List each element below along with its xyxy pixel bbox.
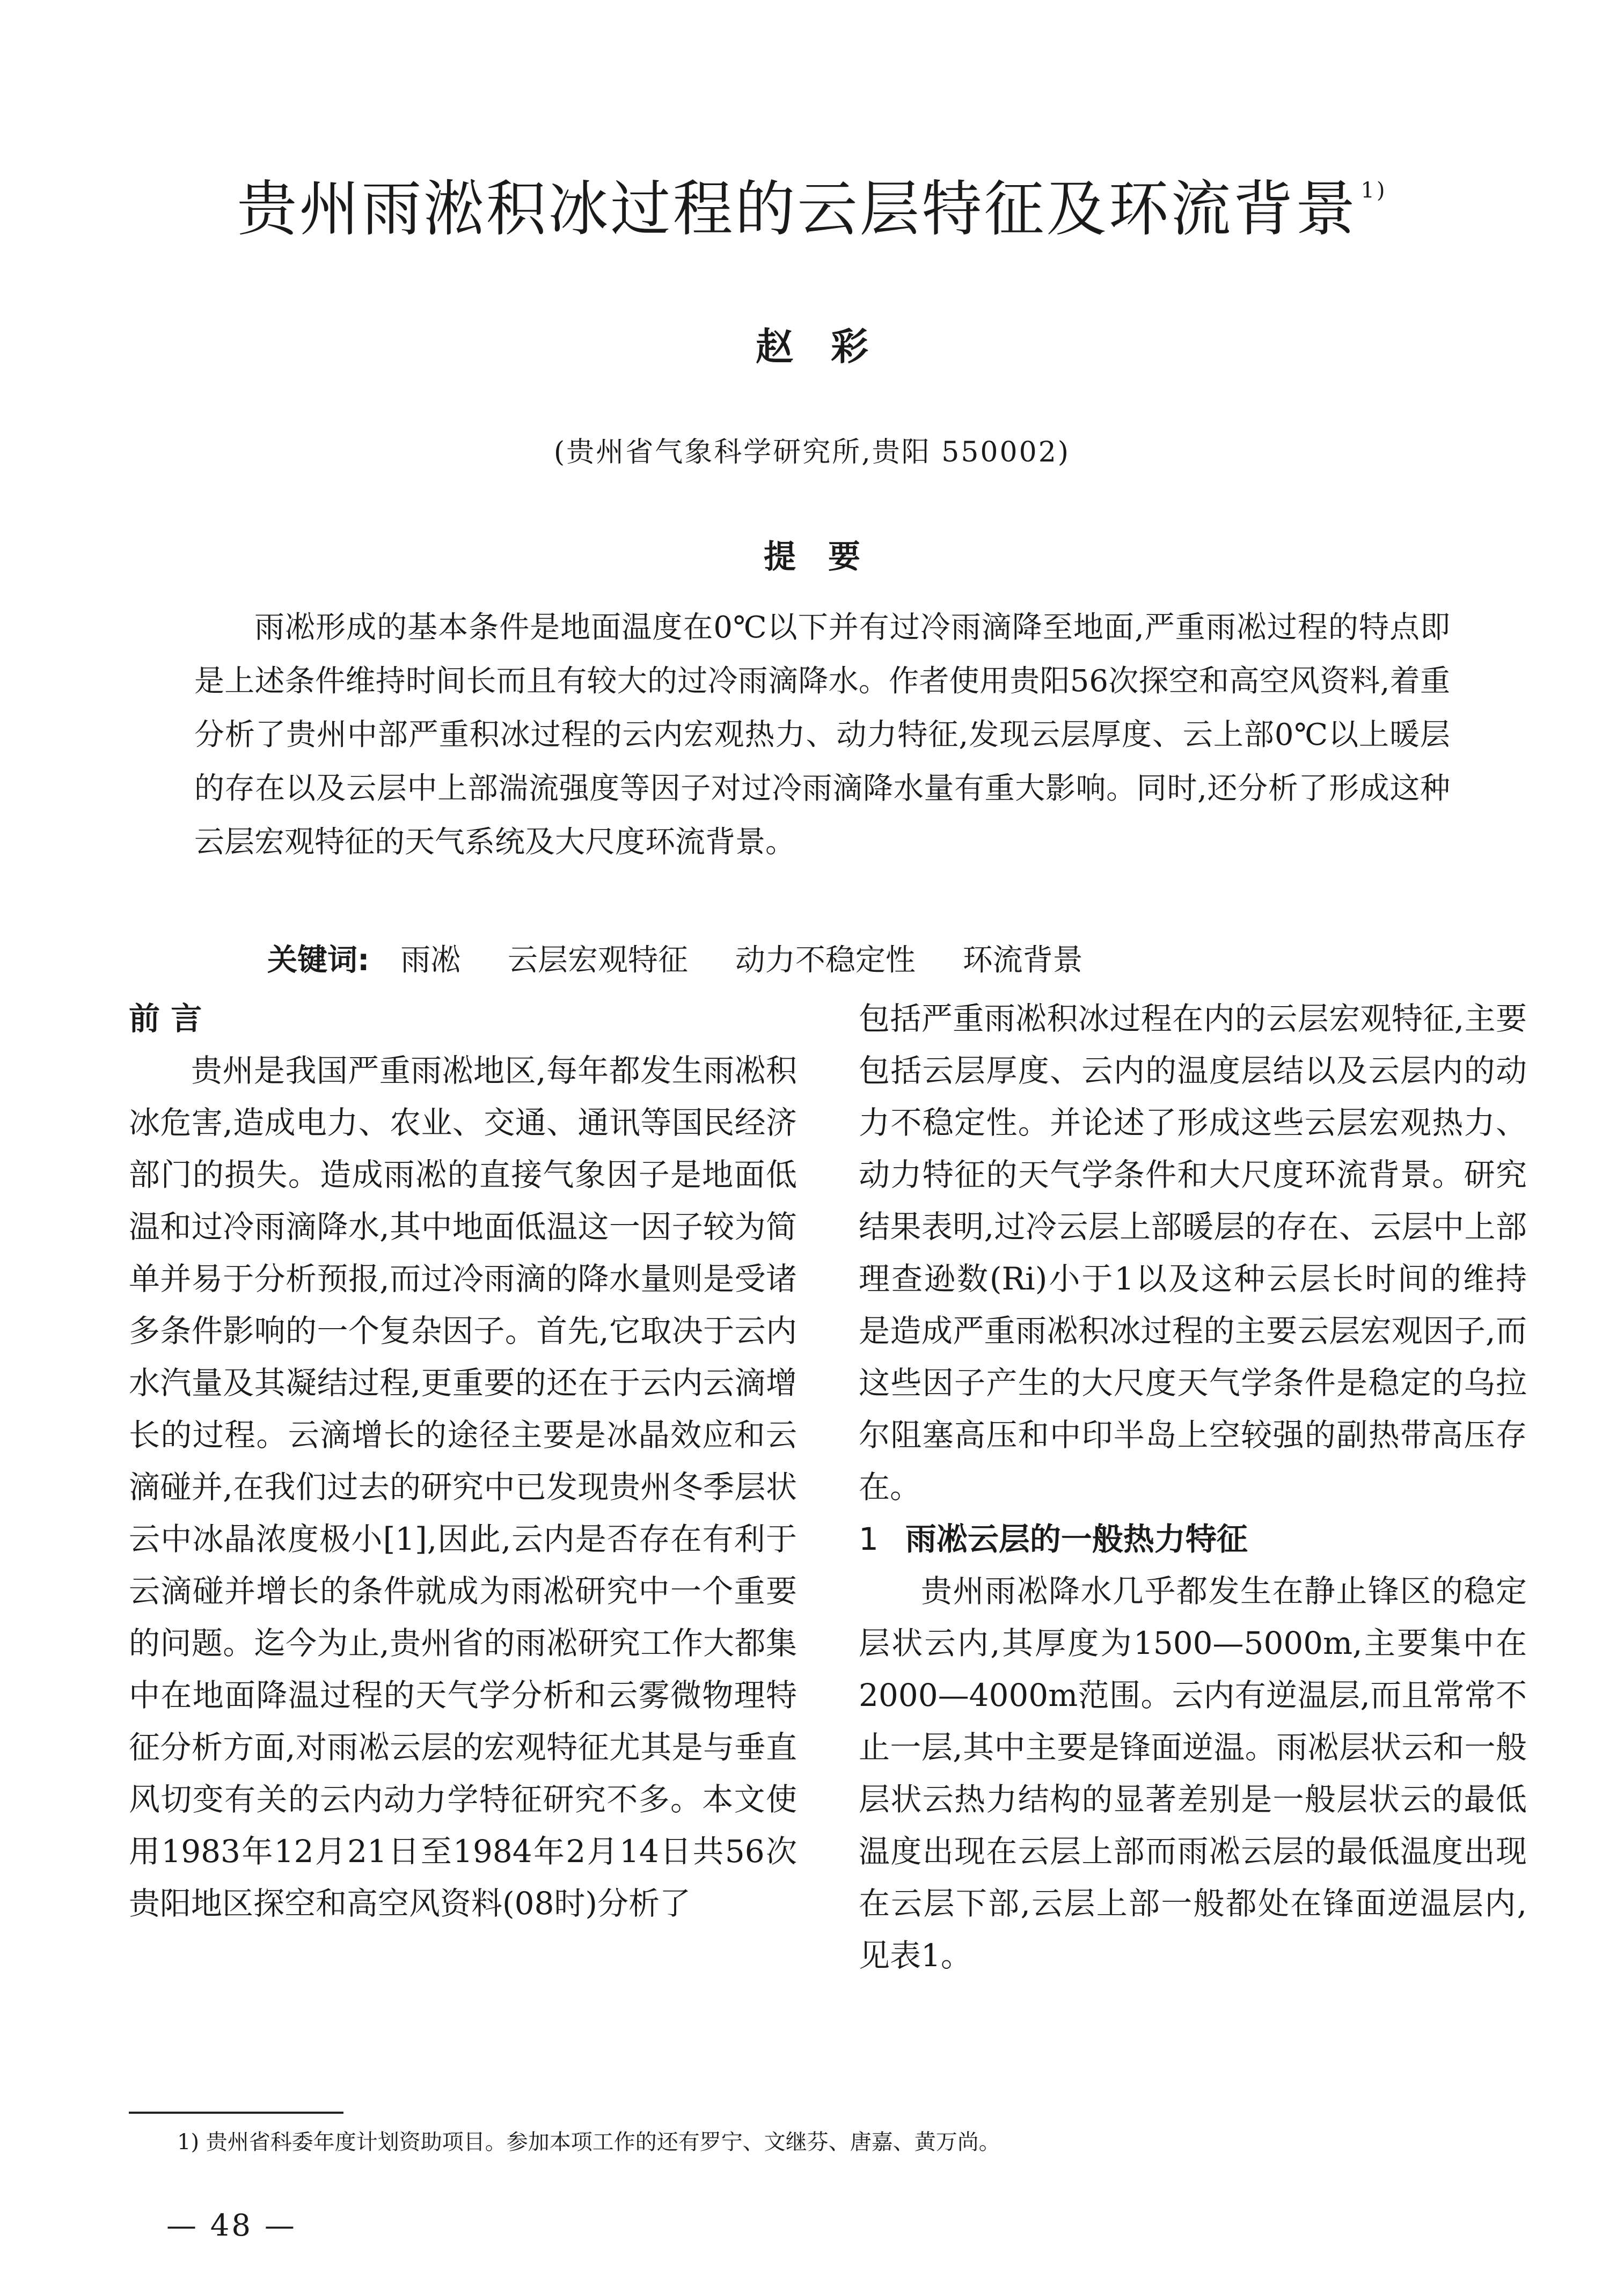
abstract-text: 雨凇形成的基本条件是地面温度在0℃以下并有过冷雨滴降至地面,严重雨凇过程的特点即是上述条件维持时间长而且有较大的过冷雨滴降水。作者使用贵阳56次探空和高空风资料,着重分析了贵州中部严重积冰过程的云内宏观热力、动力特征,发现云层厚度、云上部0℃以上暖层的存在以及云层中上部湍流强度等因子对过冷雨滴降水量有重大影响。同时,还分析了形成这种云层宏观特征的天气系统及大尺度环流背景。 xyxy=(194,610,1450,860)
keyword: 雨凇 xyxy=(400,943,461,978)
author: 赵彩 xyxy=(756,324,906,369)
section-1-heading xyxy=(859,1513,1527,1565)
section-1-paragraph: 贵州雨凇降水几乎都发生在静止锋区的稳定层状云内,其厚度为1500—5000m,主要集中在2000—4000m范围。云内有逆温层,而且常常不止一层,其中主要是锋面逆温。雨凇层状云和一般层状云热力结构的显著差别是一般层状云的最低温度出现在云层上部而雨凇云层的最低温度出现在云层下部,云层上部一般都处在锋面逆温层内,见表1。 xyxy=(859,1573,1527,1974)
keywords-label: 关键词: xyxy=(267,943,370,978)
keyword: 云层宏观特征 xyxy=(508,943,689,978)
keyword: 动力不稳定性 xyxy=(735,943,916,978)
section-number: 1 xyxy=(859,1521,879,1557)
intro-heading: 前 言 xyxy=(129,1000,202,1037)
intro-paragraph: 贵州是我国严重雨凇地区,每年都发生雨凇积冰危害,造成电力、农业、交通、通讯等国民经济部门的损失。造成雨凇的直接气象因子是地面低温和过冷雨滴降水,其中地面低温这一因子较为简单并易于分析预报,而过冷雨滴的降水量则是受诸多条件影响的一个复杂因子。首先,它取决于云内水汽量及其凝结过程,更重要的还在于云内云滴增长的过程。云滴增长的途径主要是冰晶效应和云滴碰并,在我们过去的研究中已发现贵州冬季层状云中冰晶浓度极小[1],因此,云内是否存在有利于云滴碰并增长的条件就成为雨凇研究中一个重要的问题。迄今为止,贵州省的雨凇研究工作大都集中在地面降温过程的天气学分析和云雾微物理特征分析方面,对雨凇云层的宏观特征尤其是与垂直风切变有关的云内动力学特征研究不多。本文使用1983年12月21日至1984年2月14日共56次贵阳地区探空和高空风资料(08时)分析了 xyxy=(129,1052,797,1922)
intro-continued-paragraph: 包括严重雨凇积冰过程在内的云层宏观特征,主要包括云层厚度、云内的温度层结以及云层内的动力不稳定性。并论述了形成这些云层宏观热力、动力特征的天气学条件和大尺度环流背景。研究结果表明,过冷云层上部暖层的存在、云层中上部理查逊数(Ri)小于1以及这种云层长时间的维持是造成严重雨凇积冰过程的主要云层宏观因子,而这些因子产生的大尺度天气学条件是稳定的乌拉尔阻塞高压和中印半岛上空较强的副热带高压存在。 xyxy=(859,1000,1527,1505)
affiliation: (贵州省气象科学研究所,贵阳 550002) xyxy=(553,436,1071,468)
title-footnote-marker: 1) xyxy=(1360,178,1387,203)
abstract-heading: 提要 xyxy=(764,538,893,576)
keywords xyxy=(267,936,1121,979)
footnote: 1) 贵州省科委年度计划资助项目。参加本项工作的还有罗宁、文继芬、唐嘉、黄万尚。 xyxy=(177,2130,1000,2155)
right-column xyxy=(859,993,1527,1982)
footnote-rule xyxy=(129,2112,343,2114)
left-column xyxy=(129,993,797,1930)
paper-title xyxy=(0,161,1624,247)
abstract xyxy=(194,601,1450,869)
section-title: 雨凇云层的一般热力特征 xyxy=(905,1521,1248,1557)
keyword: 环流背景 xyxy=(962,943,1083,978)
title-text: 贵州雨淞积冰过程的云层特征及环流背景 xyxy=(237,174,1358,244)
page-number: — 48 — xyxy=(166,2208,297,2243)
